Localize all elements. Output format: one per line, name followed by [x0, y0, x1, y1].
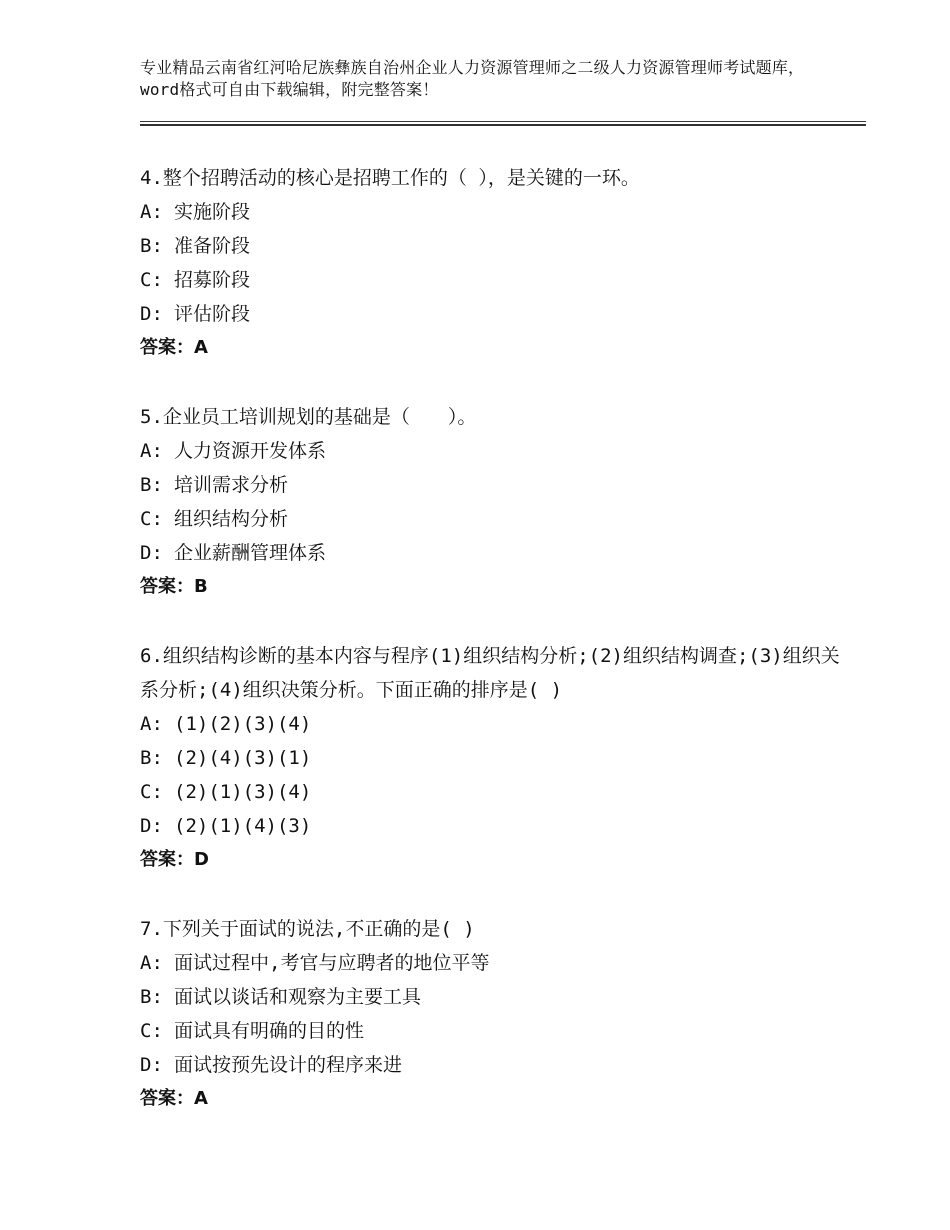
option-a — [140, 707, 840, 741]
option-text: 实施阶段 — [174, 201, 251, 223]
option-d — [140, 1048, 840, 1082]
question-stem: 6.组织结构诊断的基本内容与程序(1)组织结构分析;(2)组织结构调查;(3)组织关系分析;(4)组织决策分析。下面正确的排序是( ) — [140, 645, 840, 701]
option-c — [140, 775, 840, 809]
option-text: 准备阶段 — [174, 235, 251, 257]
option-letter: B: — [140, 747, 163, 769]
option-text: 招募阶段 — [174, 269, 251, 291]
option-d — [140, 297, 840, 331]
option-letter: A: — [140, 440, 163, 462]
option-letter: C: — [140, 1020, 163, 1042]
option-a — [140, 434, 840, 468]
answer-label: 答案：B — [140, 576, 208, 597]
option-letter: A: — [140, 713, 163, 735]
option-a — [140, 946, 840, 980]
option-text: 面试过程中,考官与应聘者的地位平等 — [174, 952, 490, 974]
option-c — [140, 263, 840, 297]
question-4 — [140, 161, 840, 365]
option-text: 企业薪酬管理体系 — [174, 542, 327, 564]
question-stem: 4.整个招聘活动的核心是招聘工作的（ ），是关键的一环。 — [140, 167, 640, 189]
option-letter: B: — [140, 235, 163, 257]
option-letter: B: — [140, 986, 163, 1008]
question-6 — [140, 639, 840, 877]
option-letter: D: — [140, 542, 163, 564]
option-letter: C: — [140, 781, 163, 803]
option-letter: A: — [140, 201, 163, 223]
question-stem: 7.下列关于面试的说法,不正确的是( ) — [140, 918, 475, 940]
header-divider — [140, 121, 866, 126]
option-letter: C: — [140, 508, 163, 530]
option-text: (2)(1)(4)(3) — [174, 815, 312, 837]
option-b — [140, 229, 840, 263]
question-stem: 5.企业员工培训规划的基础是（ ）。 — [140, 406, 477, 428]
question-7 — [140, 912, 840, 1116]
option-letter: C: — [140, 269, 163, 291]
option-letter: D: — [140, 1054, 163, 1076]
option-text: 评估阶段 — [174, 303, 251, 325]
option-c — [140, 1014, 840, 1048]
option-b — [140, 980, 840, 1014]
answer-label: 答案：D — [140, 849, 209, 870]
option-text: 人力资源开发体系 — [174, 440, 327, 462]
answer-label: 答案：A — [140, 1088, 208, 1109]
option-d — [140, 809, 840, 843]
option-letter: B: — [140, 474, 163, 496]
option-text: (2)(4)(3)(1) — [174, 747, 312, 769]
option-text: 面试具有明确的目的性 — [174, 1020, 365, 1042]
option-text: (2)(1)(3)(4) — [174, 781, 312, 803]
option-letter: D: — [140, 303, 163, 325]
document-header: 专业精品云南省红河哈尼族彝族自治州企业人力资源管理师之二级人力资源管理师考试题库，word格式可自由下载编辑，附完整答案！ — [140, 58, 805, 99]
answer-label: 答案：A — [140, 337, 208, 358]
option-letter: A: — [140, 952, 163, 974]
option-text: 组织结构分析 — [174, 508, 289, 530]
option-a — [140, 195, 840, 229]
option-text: 面试以谈话和观察为主要工具 — [174, 986, 422, 1008]
option-text: 培训需求分析 — [174, 474, 289, 496]
option-text: (1)(2)(3)(4) — [174, 713, 312, 735]
option-b — [140, 468, 840, 502]
option-letter: D: — [140, 815, 163, 837]
option-c — [140, 502, 840, 536]
question-5 — [140, 400, 840, 604]
option-b — [140, 741, 840, 775]
option-text: 面试按预先设计的程序来进 — [174, 1054, 403, 1076]
option-d — [140, 536, 840, 570]
